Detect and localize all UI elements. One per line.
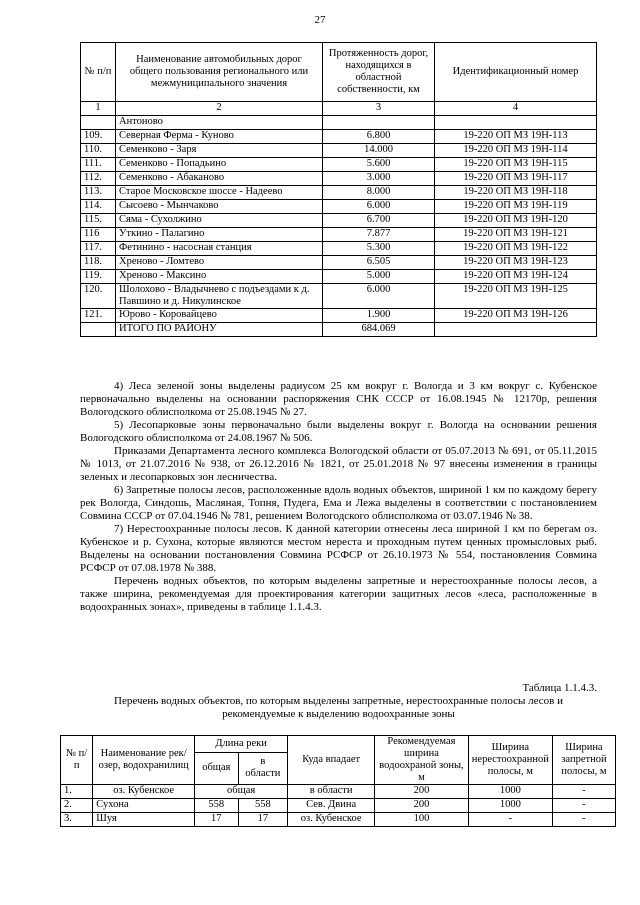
table2-caption [80, 682, 597, 721]
road-id: 19-220 ОП МЗ 19Н-114 [435, 144, 597, 158]
road-name: Юрово - Коровайцево [116, 309, 323, 323]
col-spawn-header: Ширина нерестоохранной полосы, м [468, 736, 552, 785]
row-number: 111. [81, 158, 116, 172]
road-name: Фетинино - насосная станция [116, 242, 323, 256]
forbid-width: - [552, 799, 615, 813]
river-length: общая [195, 785, 288, 799]
table-row [81, 214, 597, 228]
table-row [81, 144, 597, 158]
table-row [81, 186, 597, 200]
row-number [81, 323, 116, 337]
body-text [80, 380, 597, 614]
col-forbid-header: Ширина запретной полосы, м [552, 736, 615, 785]
road-id: 19-220 ОП МЗ 19Н-122 [435, 242, 597, 256]
road-name: Северная Ферма - Куново [116, 130, 323, 144]
table2-label: Таблица 1.1.4.3. [522, 682, 597, 694]
road-length: 14.000 [323, 144, 435, 158]
river-length-total: 17 [195, 813, 239, 827]
road-id: 19-220 ОП МЗ 19Н-120 [435, 214, 597, 228]
road-length: 6.000 [323, 200, 435, 214]
spawn-width: 1000 [468, 785, 552, 799]
protection-width: 100 [375, 813, 469, 827]
paragraph: 4) Леса зеленой зоны выделены радиусом 25 км вокруг г. Вологда и 3 км вокруг с. Кубенское первоначально выделены на основании распоряжения СНК СССР от 16.08.1945 № 12170р, решения Вологодского облисполкома от 25.08.1945 № 27. [80, 380, 597, 418]
road-id: 19-220 ОП МЗ 19Н-115 [435, 158, 597, 172]
road-name: Старое Московское шоссе - Надеево [116, 186, 323, 200]
road-length: 6.000 [323, 284, 435, 309]
row-number: 1. [61, 785, 93, 799]
road-length: 8.000 [323, 186, 435, 200]
water-name: Сухона [93, 799, 195, 813]
row-number: 109. [81, 130, 116, 144]
river-length-total: 558 [195, 799, 239, 813]
road-id: 19-220 ОП МЗ 19Н-125 [435, 284, 597, 309]
road-name: Семенково - Заря [116, 144, 323, 158]
table-row [81, 323, 597, 337]
spawn-width: 1000 [468, 799, 552, 813]
road-id: 19-220 ОП МЗ 19Н-121 [435, 228, 597, 242]
road-length: 6.700 [323, 214, 435, 228]
table-row [61, 785, 616, 799]
row-number: 119. [81, 270, 116, 284]
col-number: 4 [435, 102, 597, 116]
page-number: 27 [314, 14, 326, 26]
row-number [81, 116, 116, 130]
table-row [81, 172, 597, 186]
road-name: Хреново - Ломтево [116, 256, 323, 270]
row-number: 115. [81, 214, 116, 228]
road-id: 19-220 ОП МЗ 19Н-126 [435, 309, 597, 323]
row-number: 112. [81, 172, 116, 186]
row-number: 120. [81, 284, 116, 309]
road-length: 6.505 [323, 256, 435, 270]
road-id: 19-220 ОП МЗ 19Н-123 [435, 256, 597, 270]
road-name: Шолохово - Владычнево с подъездами к д. Павшино и д. Никулинское [116, 284, 323, 309]
flows-into: Сев. Двина [288, 799, 375, 813]
road-name: Сысоево - Мынчаково [116, 200, 323, 214]
table-row [61, 799, 616, 813]
col-number: 1 [81, 102, 116, 116]
flows-into: оз. Кубенское [288, 813, 375, 827]
road-length: 1.900 [323, 309, 435, 323]
road-length [323, 116, 435, 130]
roads-table [80, 42, 597, 337]
col-total-header: общая [195, 752, 239, 784]
paragraph: 5) Лесопарковые зоны первоначально были выделены вокруг г. Вологда на основании решения Вологодского облисполкома от 24.08.1967 № 506. [80, 419, 597, 444]
road-length: 5.300 [323, 242, 435, 256]
row-number: 116 [81, 228, 116, 242]
table-row [81, 256, 597, 270]
col-id-header: Идентификационный номер [435, 43, 597, 102]
water-objects-table [60, 735, 616, 827]
road-name: Антоново [116, 116, 323, 130]
table-row [81, 130, 597, 144]
road-name: Уткино - Палагино [116, 228, 323, 242]
row-number: 121. [81, 309, 116, 323]
paragraph: Приказами Департамента лесного комплекса Вологодской области от 05.07.2013 № 691, от 05.11.2015 № 1013, от 21.07.2016 № 938, от 26.12.2016 № 1821, от 25.01.2018 № 97 внесены изменения в границы зеленых и лесопарковых зон лесничества. [80, 445, 597, 483]
row-number: 3. [61, 813, 93, 827]
flows-into: в области [288, 785, 375, 799]
road-id: 19-220 ОП МЗ 19Н-119 [435, 200, 597, 214]
col-flows-header: Куда впадает [288, 736, 375, 785]
row-number: 2. [61, 799, 93, 813]
spawn-width: - [468, 813, 552, 827]
road-length: 684.069 [323, 323, 435, 337]
col-number: 3 [323, 102, 435, 116]
paragraph: 7) Нерестоохранные полосы лесов. К данной категории отнесены леса шириной 1 км по берегам оз. Кубенское и р. Сухона, которые являются местом нереста и проходным путем ценных промысловых рыб. Выделены на основании постановления Совмина РСФСР от 26.10.1973 № 554, постановления Совмина РСФСР от 07.08.1978 № 388. [80, 523, 597, 574]
protection-width: 200 [375, 785, 469, 799]
road-name: Семенково - Абаканово [116, 172, 323, 186]
road-id: 19-220 ОП МЗ 19Н-113 [435, 130, 597, 144]
protection-width: 200 [375, 799, 469, 813]
road-name: Хреново - Максино [116, 270, 323, 284]
road-id: 19-220 ОП МЗ 19Н-117 [435, 172, 597, 186]
table-row [81, 284, 597, 309]
paragraph: Перечень водных объектов, по которым выделены запретные и нерестоохранные полосы лесов, а также ширина, рекомендуемая для проектирования категории защитных лесов «леса, расположенные в водоохранных зонах», приведены в таблице 1.1.4.3. [80, 575, 597, 613]
road-name: ИТОГО ПО РАЙОНУ [116, 323, 323, 337]
row-number: 118. [81, 256, 116, 270]
forbid-width: - [552, 785, 615, 799]
col-region-header: в области [238, 752, 288, 784]
table-row [81, 270, 597, 284]
table-row [81, 158, 597, 172]
road-id: 19-220 ОП МЗ 19Н-118 [435, 186, 597, 200]
road-length: 3.000 [323, 172, 435, 186]
row-number: 113. [81, 186, 116, 200]
table-row [61, 813, 616, 827]
row-number: 117. [81, 242, 116, 256]
road-name: Семенково - Попадьино [116, 158, 323, 172]
col-number: 2 [116, 102, 323, 116]
paragraph: 6) Запретные полосы лесов, расположенные вдоль водных объектов, шириной 1 км по каждому берегу рек Вологда, Синдошь, Масляная, Топня, Пудега, Ема и Лежа выделены в соответствии с постановлением Совмина СССР от 07.04.1946 № 781, решением Вологодского облисполкома от 03.07.1946 № 38. [80, 484, 597, 522]
road-id [435, 116, 597, 130]
water-name: оз. Кубенское [93, 785, 195, 799]
col-num-header: № п/п [61, 736, 93, 785]
road-id: 19-220 ОП МЗ 19Н-124 [435, 270, 597, 284]
road-name: Сяма - Сухолжино [116, 214, 323, 228]
col-length-header: Длина реки [195, 736, 288, 753]
row-number: 114. [81, 200, 116, 214]
row-number: 110. [81, 144, 116, 158]
river-length-region: 17 [238, 813, 288, 827]
table2-title: Перечень водных объектов, по которым выделены запретные, нерестоохранные полосы лесов и рекомендуемые к выделению водоохранные зоны [114, 695, 563, 720]
col-name-header: Наименование автомобильных дорог общего пользования регионального или межмуниципального значения [116, 43, 323, 102]
road-length: 6.800 [323, 130, 435, 144]
water-name: Шуя [93, 813, 195, 827]
table-row [81, 309, 597, 323]
river-length-region: 558 [238, 799, 288, 813]
table-row [81, 242, 597, 256]
col-length-header: Протяженность дорог, находящихся в областной собственности, км [323, 43, 435, 102]
table-row [81, 116, 597, 130]
table-row [81, 200, 597, 214]
forbid-width: - [552, 813, 615, 827]
road-id [435, 323, 597, 337]
col-width-header: Рекомендуемая ширина водоохраной зоны, м [375, 736, 469, 785]
col-name-header: Наименование рек/озер, водохранилищ [93, 736, 195, 785]
road-length: 7.877 [323, 228, 435, 242]
road-length: 5.600 [323, 158, 435, 172]
col-num-header: № п/п [81, 43, 116, 102]
road-length: 5.000 [323, 270, 435, 284]
table-row [81, 228, 597, 242]
